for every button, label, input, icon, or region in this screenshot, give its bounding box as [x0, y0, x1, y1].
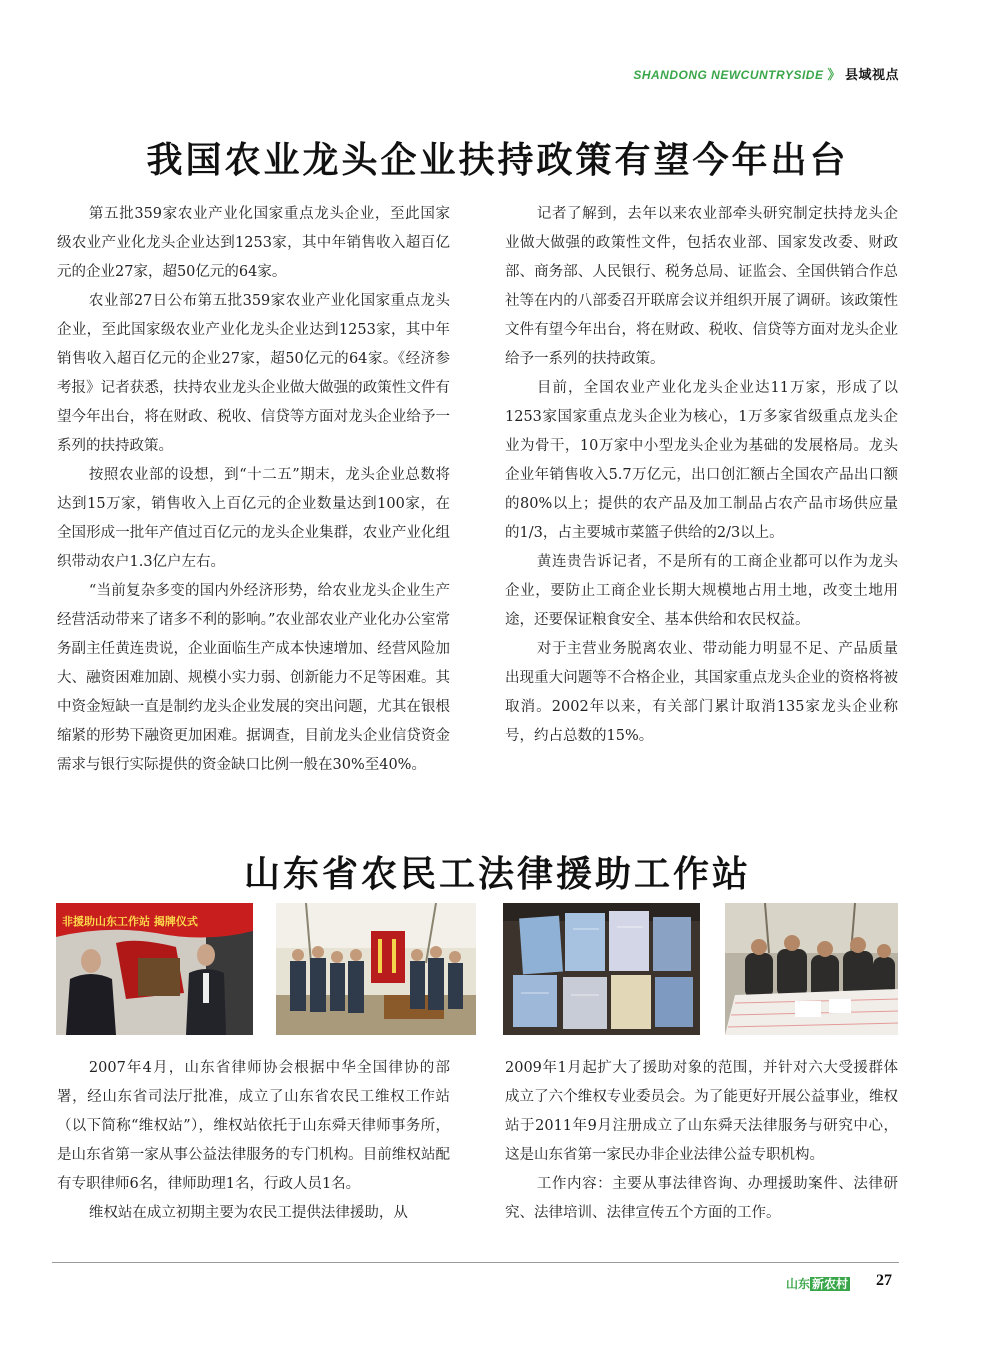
paragraph: 按照农业部的设想，到“十二五”期末，龙头企业总数将达到15万家，销售收入上百亿元的企业数量达到100家，在全国形成一批年产值过百亿元的龙头企业集群，农业产业化组织带动农户1.3亿户左右。: [57, 467, 450, 570]
magazine-logo: [786, 1275, 850, 1292]
running-header: [633, 64, 899, 83]
photo-consultation: [725, 903, 898, 1035]
page-number: 27: [876, 1272, 892, 1289]
article1-column-right: [505, 200, 898, 751]
banner-text: 非援助山东工作站 揭牌仪式: [62, 915, 198, 928]
paragraph: 记者了解到，去年以来农业部牵头研究制定扶持龙头企业做大做强的政策性文件，包括农业部、国家发改委、财政部、商务部、人民银行、税务总局、证监会、全国供销合作总社等在内的八部委召开联席会议并组织开展了调研。该政策性文件有望今年出台，将在财政、税收、信贷等方面对龙头企业给予一系列的扶持政策。: [505, 206, 898, 367]
paragraph: “当前复杂多变的国内外经济形势，给农业龙头企业生产经营活动带来了诸多不利的影响。”农业部农业产业化办公室常务副主任黄连贵说，企业面临生产成本快速增加、经营风险加大、融资困难加剧、规模小实力弱、创新能力不足等困难。其中资金短缺一直是制约龙头企业发展的突出问题，尤其在银根缩紧的形势下融资更加困难。据调查，目前龙头企业信贷资金需求与银行实际提供的资金缺口比例一般在30%至40%。: [57, 583, 450, 773]
paragraph: 维权站在成立初期主要为农民工提供法律援助，从: [88, 1205, 408, 1221]
paragraph: 黄连贵告诉记者，不是所有的工商企业都可以作为龙头企业，要防止工商企业长期大规模地占用土地，改变土地用途，还要保证粮食安全、基本供给和农民权益。: [505, 554, 898, 628]
header-section: 县域视点: [844, 68, 899, 83]
paragraph: 第五批359家农业产业化国家重点龙头企业，至此国家级农业产业化龙头企业达到1253家，其中年销售收入超百亿元的企业27家，超50亿元的64家。: [57, 206, 450, 280]
header-english: SHANDONG NEWCUNTRYSIDE: [633, 68, 824, 82]
logo-part-a: 山东: [786, 1277, 811, 1291]
paragraph: 目前，全国农业产业化龙头企业达11万家，形成了以1253家国家重点龙头企业为核心，1万多家省级重点龙头企业为骨干，10万家中小型龙头企业为基础的发展格局。龙头企业年销售收入5.7万亿元，出口创汇额占全国农产品出口额的80%以上；提供的农产品及加工制品占农产品市场供应量的1/3，占主要城市菜篮子供给的2/3以上。: [505, 380, 898, 541]
article2-title: 山东省农民工法律援助工作站: [243, 854, 751, 895]
header-separator: 》: [827, 67, 841, 82]
paragraph: 2007年4月，山东省律师协会根据中华全国律协的部署，经山东省司法厅批准，成立了山东省农民工维权工作站（以下简称“维权站”），维权站依托于山东舜天律师事务所，是山东省第一家从事公益法律服务的专门机构。目前维权站配有专职律师6名，律师助理1名，行政人员1名。: [57, 1060, 450, 1192]
footer-divider: [52, 1262, 899, 1263]
photo-unveiling-ceremony: [56, 903, 253, 1035]
article2-column-right: [505, 1054, 898, 1228]
article1-title: 我国农业龙头企业扶持政策有望今年出台: [146, 140, 849, 181]
paragraph: 农业部27日公布第五批359家农业产业化国家重点龙头企业，至此国家级农业产业化龙头企业达到1253家，其中年销售收入超百亿元的企业27家，超50亿元的64家。《经济参考报》记者获悉，扶持农业龙头企业做大做强的政策性文件有望今年出台，将在财政、税收、信贷等方面对龙头企业给予一系列的扶持政策。: [57, 293, 450, 454]
paragraph-continued: 2009年1月起扩大了援助对象的范围，并针对六大受援群体成立了六个维权专业委员会。为了能更好开展公益事业，维权站于2011年9月注册成立了山东舜天法律服务与研究中心，这是山东省第一家民办非企业法律公益专职机构。: [505, 1060, 898, 1163]
article1-column-left: [57, 200, 450, 780]
logo-part-b: 新农村: [812, 1277, 849, 1291]
photo-outdoor-group: [276, 903, 476, 1035]
article2-column-left: [57, 1054, 450, 1228]
paragraph: 工作内容：主要从事法律咨询、办理援助案件、法律研究、法律培训、法律宣传五个方面的工作。: [505, 1176, 898, 1221]
photo-documents: [503, 903, 700, 1035]
paragraph: 对于主营业务脱离农业、带动能力明显不足、产品质量出现重大问题等不合格企业，其国家重点龙头企业的资格将被取消。2002年以来，有关部门累计取消135家龙头企业称号，约占总数的15%。: [505, 641, 898, 744]
